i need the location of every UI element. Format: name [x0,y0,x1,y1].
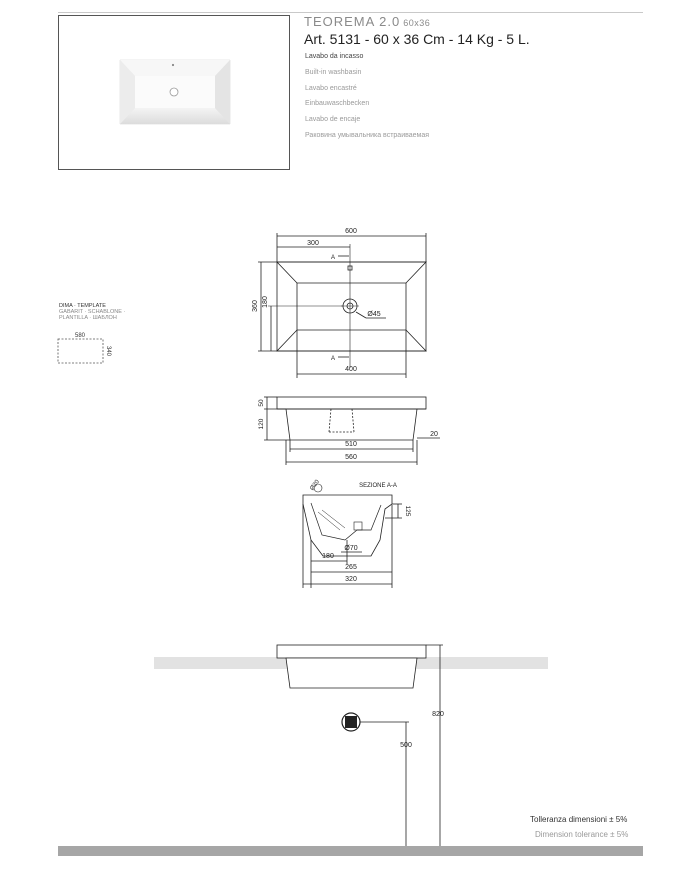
installation-view [154,645,548,846]
template-label-line1: DIMA · TEMPLATE [59,303,106,309]
section-view [303,479,411,588]
template-width: 580 [74,333,86,339]
section-half-label: 265 [345,564,357,571]
section-marker-top: A [330,255,336,261]
rim-side-label: 20 [430,431,438,438]
front-view [258,397,440,465]
article-title: Art. 5131 - 60 x 36 Cm - 14 Kg - 5 L. [304,31,530,47]
waste-height-label: 500 [400,742,412,749]
section-radius-label: Ø20 [309,479,321,492]
description-ru: Раковина умывальника встраиваемая [305,132,430,139]
section-full-label: 320 [345,576,357,583]
rim-height-label: 50 [258,399,265,407]
tolerance-en: Dimension tolerance ± 5% [535,830,629,839]
description-fr: Lavabo encastré [305,85,357,92]
series-name: TEOREMA 2.0 [304,14,401,29]
top-view [252,228,426,378]
drain-diameter-label: Ø45 [367,311,381,318]
bowl-height-label: 120 [258,418,265,430]
description-it: Lavabo da incasso [305,53,364,60]
tolerance-it: Tolleranza dimensioni ± 5% [530,815,628,824]
description-de: Einbauwaschbecken [305,100,370,107]
template-drawing [58,333,111,363]
inner-depth-label: 510 [345,441,357,448]
section-title: SEZIONE A-A [359,483,397,489]
inner-width-label: 400 [345,366,357,373]
section-marker-bottom: A [330,356,336,362]
series-size: 60x36 [403,18,431,28]
template-label-line2: GABARIT · SCHABLONE · [59,309,126,315]
section-depth-label: 125 [404,505,411,517]
section-drain-label: Ø70 [344,545,358,552]
description-es: Lavabo de encaje [305,116,361,123]
section-offset-label: 180 [322,553,334,560]
install-height-label: 820 [432,711,444,718]
top-depth-label: 360 [252,300,259,312]
top-half-label: 300 [307,240,319,247]
drain-offset-label: 180 [262,296,269,308]
description-en: Built-in washbasin [305,69,362,76]
template-label-line3: PLANTILLA · ШАБЛОН [59,315,117,321]
floor-line [58,846,643,856]
top-width-label: 600 [345,228,357,235]
outer-depth-label: 560 [345,454,357,461]
template-height: 340 [105,345,111,357]
